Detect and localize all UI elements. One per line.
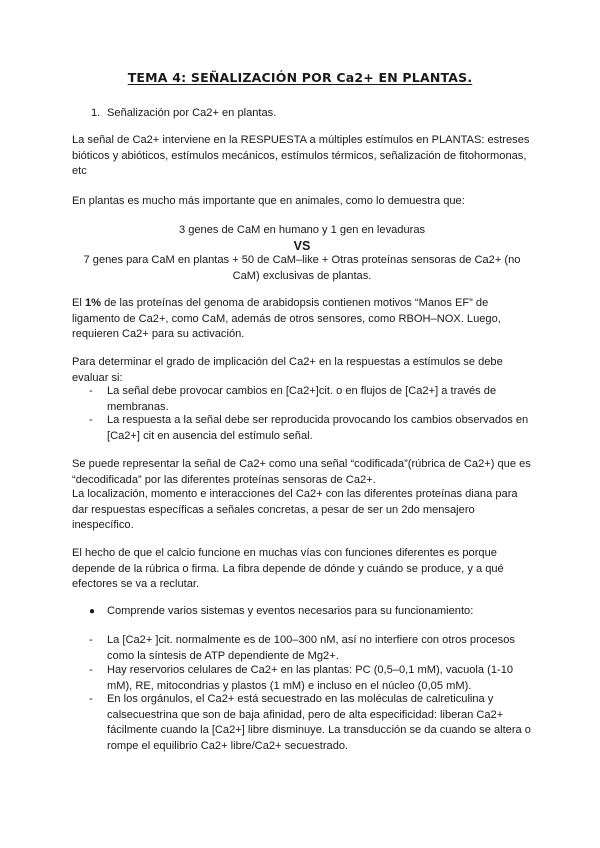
page-title: TEMA 4: SEÑALIZACIÓN POR Ca2+ EN PLANTAS. xyxy=(127,70,473,85)
paragraph-plants-importance: En plantas es mucho más importante que en animales, como lo demuestra que: xyxy=(72,195,465,207)
paragraph-ef-hands: El 1% de las proteínas del genoma de arabidopsis contienen motivos “Manos EF” de ligamento de Ca2+, como CaM, además de otros sensores, como RBOH–NOX. Luego, requieren Ca2+ para su activación. xyxy=(72,297,501,340)
bullet-item: Comprende varios sistemas y eventos necesarios para su funcionamiento: xyxy=(107,605,474,617)
paragraph-calcium-signal: La señal de Ca2+ interviene en la RESPUESTA a múltiples estímulos en PLANTAS: estreses bióticos y abióticos, estímulos mecánicos, estímulos térmicos, señalización de fitohormonas, etc xyxy=(72,134,530,177)
comparison-plants: 7 genes para CaM en plantas + 50 de CaM–like + Otras proteínas sensoras de Ca2+ (no CaM) exclusivas de plantas. xyxy=(83,254,521,282)
list-item: La respuesta a la señal debe ser reproducida provocando los cambios observados en [Ca2+] cit en ausencia del estímulo señal. xyxy=(107,414,529,442)
comparison-vs: VS xyxy=(293,239,311,253)
paragraph-localization: La localización, momento e interacciones del Ca2+ con las diferentes proteínas diana para dar respuestas específicas a señales concretas, a pesar de ser un 2do mensajero inespecífico. xyxy=(72,488,518,531)
dash-marker: - xyxy=(89,693,93,705)
percent-highlight: 1% xyxy=(84,297,101,309)
paragraph-coded-signal: Se puede representar la señal de Ca2+ como una señal “codificada”(rúbrica de Ca2+) que es “decodificada” por las diferentes proteínas sensoras de Ca2+. xyxy=(72,458,531,486)
comparison-humans: 3 genes de CaM en humano y 1 gen en levaduras xyxy=(178,224,426,236)
dash-marker: - xyxy=(89,664,93,676)
list-item: La señal debe provocar cambios en [Ca2+]cit. o en flujos de [Ca2+] a través de membranas. xyxy=(107,385,497,413)
dash-marker: - xyxy=(89,414,93,426)
list-item: En los orgánulos, el Ca2+ está secuestrado en las moléculas de calreticulina y calsecuestrina que son de baja afinidad, pero de alta especificidad: liberan Ca2+ fácilmente cuando la [Ca2+] libre disminuye. La transducción se da cuando se altera o rompe el equilibrio Ca2+ libre/Ca2+ secuestrado. xyxy=(107,693,531,752)
paragraph-evaluation: Para determinar el grado de implicación del Ca2+ en la respuestas a estímulos se debe evaluar si: xyxy=(72,356,503,384)
list-item: Hay reservorios celulares de Ca2+ en las plantas: PC (0,5–0,1 mM), vacuola (1-10 mM), RE, mitocondrias y plastos (1 mM) e incluso en el núcleo (0,05 mM). xyxy=(107,664,514,692)
list-item: La [Ca2+ ]cit. normalmente es de 100–300 nM, así no interfiere con otros procesos como la síntesis de ATP dependiente de Mg2+. xyxy=(107,634,515,662)
section-number: 1. xyxy=(91,107,101,119)
bullet-dot-icon: ● xyxy=(89,606,96,617)
dash-marker: - xyxy=(89,385,93,397)
paragraph-signature: El hecho de que el calcio funcione en muchas vías con funciones diferentes es porque depende de la rúbrica o firma. La fibra depende de dónde y cuándo se produce, y a qué efectores se va a reclutar. xyxy=(72,547,504,590)
dash-marker: - xyxy=(89,634,93,646)
section-heading: Señalización por Ca2+ en plantas. xyxy=(107,107,277,119)
